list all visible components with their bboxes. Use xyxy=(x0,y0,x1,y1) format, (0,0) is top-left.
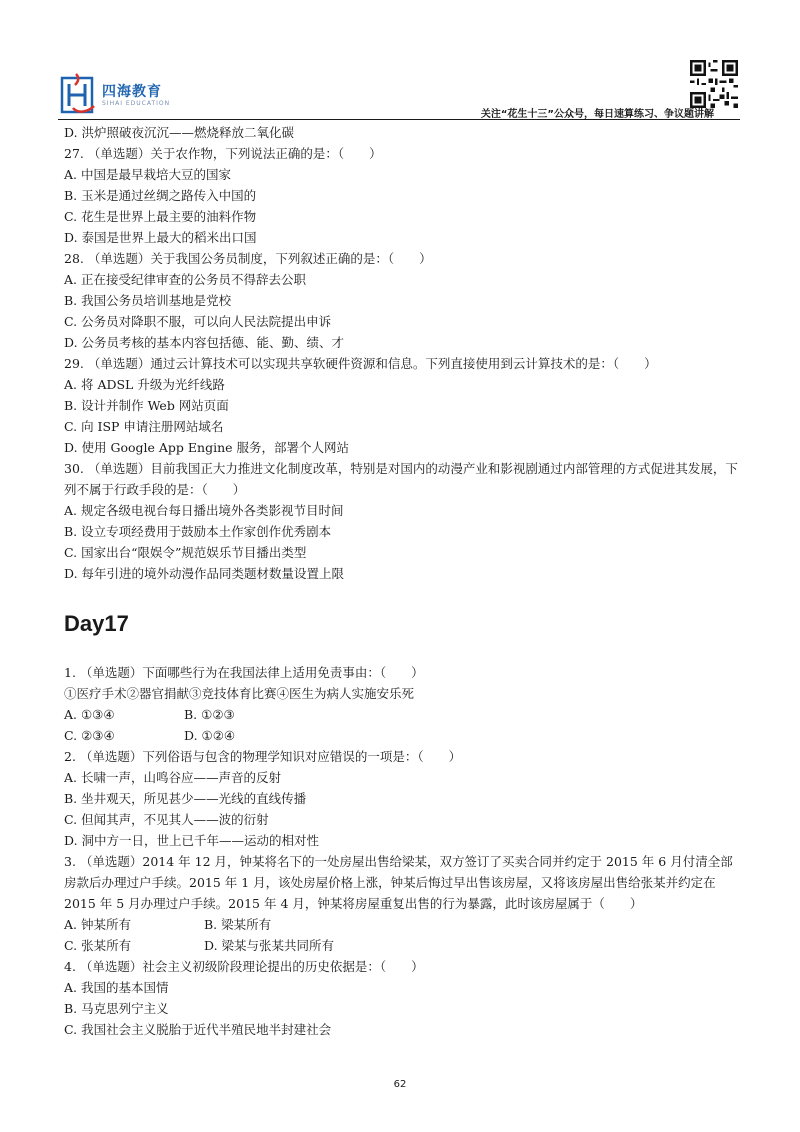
page-content xyxy=(64,122,744,1040)
d17-q3-option-b: B. 梁某所有 xyxy=(204,917,272,932)
q30-option-d: D. 每年引进的境外动漫作品同类题材数量设置上限 xyxy=(64,566,345,581)
q29-option-d: D. 使用 Google App Engine 服务，部署个人网站 xyxy=(64,440,350,455)
d17-q1-options-row2 xyxy=(64,725,744,746)
q30-stem: 30. （单选题）目前我国正大力推进文化制度改革，特别是对国内的动漫产业和影视剧通过内部管理的方式促进其发展，下列不属于行政手段的是：（ ） xyxy=(64,461,738,497)
logo-subtitle: SIHAI EDUCATION xyxy=(102,100,171,107)
page-header xyxy=(0,0,800,120)
q27-option-a: A. 中国是最早栽培大豆的国家 xyxy=(64,167,231,182)
d17-q1-option-a: A. ①③④ xyxy=(64,707,115,722)
q29-option-c: C. 向 ISP 申请注册网站域名 xyxy=(64,419,224,434)
header-note: 关注“花生十三”公众号，每日速算练习、争议题讲解 xyxy=(480,109,714,120)
q30-option-b: B. 设立专项经费用于鼓励本土作家创作优秀剧本 xyxy=(64,524,332,539)
q30-option-a: A. 规定各级电视台每日播出境外各类影视节目时间 xyxy=(64,503,344,518)
d17-q1-option-d: D. ①②④ xyxy=(184,728,236,743)
d17-q3-option-a: A. 钟某所有 xyxy=(64,917,131,932)
q27-option-d: D. 泰国是世界上最大的稻米出口国 xyxy=(64,230,257,245)
d17-q2-option-d: D. 洞中方一日，世上已千年——运动的相对性 xyxy=(64,833,320,848)
d17-q2-option-b: B. 坐井观天，所见甚少——光线的直线传播 xyxy=(64,791,307,806)
d17-q1-option-c: C. ②③④ xyxy=(64,728,115,743)
d17-q4-option-b: B. 马克思列宁主义 xyxy=(64,1001,169,1016)
d17-q2-option-c: C. 但闻其声，不见其人——波的衍射 xyxy=(64,812,269,827)
q28-option-a: A. 正在接受纪律审查的公务员不得辞去公职 xyxy=(64,272,306,287)
q26-option-d: D. 洪炉照破夜沉沉——燃烧释放二氧化碳 xyxy=(64,125,295,140)
d17-q1-option-b: B. ①②③ xyxy=(184,707,235,722)
d17-q4-option-a: A. 我国的基本国情 xyxy=(64,980,169,995)
d17-q4-stem: 4. （单选题）社会主义初级阶段理论提出的历史依据是：（ ） xyxy=(64,959,424,974)
q28-option-b: B. 我国公务员培训基地是党校 xyxy=(64,293,232,308)
logo-text: 四海教育 xyxy=(102,84,162,100)
q28-option-d: D. 公务员考核的基本内容包括德、能、勤、绩、才 xyxy=(64,335,345,350)
d17-q1-options-row1 xyxy=(64,704,744,725)
q29-option-b: B. 设计并制作 Web 网站页面 xyxy=(64,398,229,413)
d17-q3-options-row2 xyxy=(64,935,744,956)
q30-option-c: C. 国家出台“限娱令”规范娱乐节目播出类型 xyxy=(64,545,307,560)
page-number: 62 xyxy=(393,1079,407,1090)
d17-q3-option-d: D. 梁某与张某共同所有 xyxy=(204,938,335,953)
d17-q1-items: ①医疗手术②器官捐献③竞技体育比赛④医生为病人实施安乐死 xyxy=(64,686,415,701)
sihai-logo-icon xyxy=(58,72,98,116)
d17-q4-option-c: C. 我国社会主义脱胎于近代半殖民地半封建社会 xyxy=(64,1022,332,1037)
d17-q1-stem: 1. （单选题）下面哪些行为在我国法律上适用免责事由：（ ） xyxy=(64,665,424,680)
d17-q2-option-a: A. 长啸一声，山鸣谷应——声音的反射 xyxy=(64,770,281,785)
d17-q3-option-c: C. 张某所有 xyxy=(64,938,132,953)
q28-option-c: C. 公务员对降职不服，可以向人民法院提出申诉 xyxy=(64,314,332,329)
q27-option-b: B. 玉米是通过丝绸之路传入中国的 xyxy=(64,188,257,203)
d17-q3-options-row1 xyxy=(64,914,744,935)
q27-stem: 27. （单选题）关于农作物，下列说法正确的是：（ ） xyxy=(64,146,382,161)
q29-stem: 29. （单选题）通过云计算技术可以实现共享软硬件资源和信息。下列直接使用到云计算技术的是：（ ） xyxy=(64,356,657,371)
d17-q3-stem: 3. （单选题）2014 年 12 月，钟某将名下的一处房屋出售给梁某，双方签订了买卖合同并约定于 2015 年 6 月付清全部房款后办理过户手续。2015 年 1 月，该处房屋价格上涨，钟某后悔过早出售该房屋，又将该房屋出售给张某并约定在 2015 年 5 月办理过户手续。2015 年 4 月，钟某将房屋重复出售的行为暴露，此时该房屋属于（ ） xyxy=(64,854,733,911)
q29-option-a: A. 将 ADSL 升级为光纤线路 xyxy=(64,377,225,392)
day-heading: Day17 xyxy=(64,611,129,636)
header-rule xyxy=(58,119,740,120)
qr-code-icon xyxy=(690,60,738,108)
q28-stem: 28. （单选题）关于我国公务员制度，下列叙述正确的是：（ ） xyxy=(64,251,432,266)
d17-q2-stem: 2. （单选题）下列俗语与包含的物理学知识对应错误的一项是：（ ） xyxy=(64,749,462,764)
q27-option-c: C. 花生是世界上最主要的油料作物 xyxy=(64,209,257,224)
sihai-logo xyxy=(58,72,178,116)
